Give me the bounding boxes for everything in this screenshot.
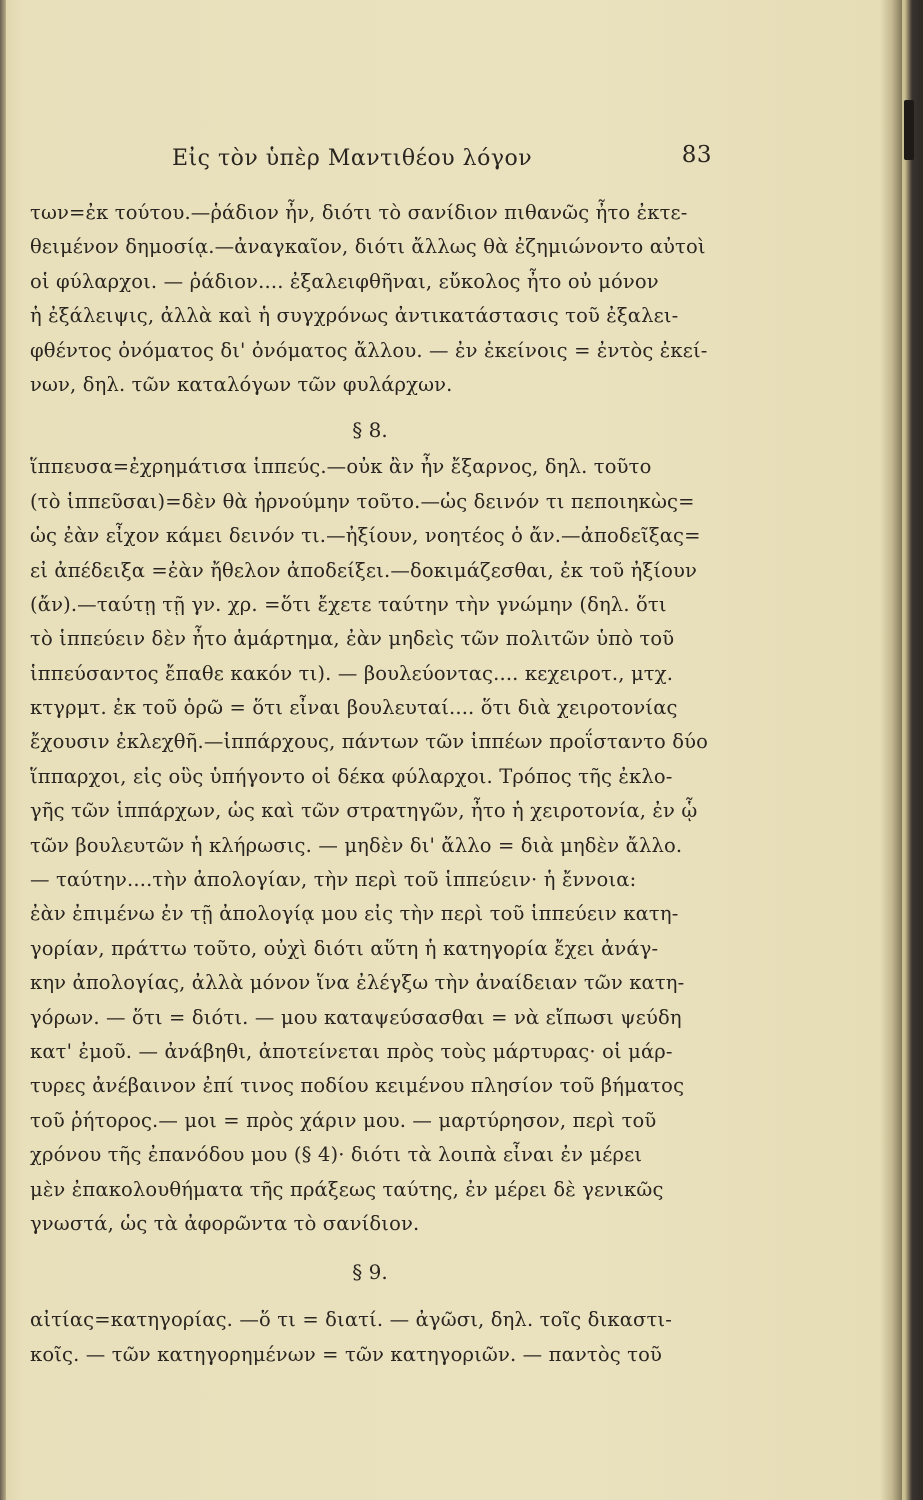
page-header xyxy=(172,142,712,182)
commentary-text xyxy=(30,196,710,1372)
text-line: ἡ ἐξάλειψις, ἀλλὰ καὶ ἡ συγχρόνως ἀντικατάστασις τοῦ ἐξαλει- xyxy=(30,304,679,328)
text-line: αἰτίας=κατηγορίας. —ὅ τι = διατί. — ἀγῶσι, δηλ. τοῖς δικαστι- xyxy=(30,1308,672,1332)
section-heading-8: § 8. xyxy=(352,418,388,443)
text-line: νων, δηλ. τῶν καταλόγων τῶν φυλάρχων. xyxy=(30,372,453,396)
text-line: μὲν ἐπακολουθήματα τῆς πράξεως ταύτης, ἐν μέρει δὲ γενικῶς xyxy=(30,1177,664,1201)
section-heading-9: § 9. xyxy=(352,1260,388,1285)
text-line: κοῖς. — τῶν κατηγορημένων = τῶν κατηγοριῶν. — παντὸς τοῦ xyxy=(30,1342,663,1366)
text-line: φθέντος ὀνόματος δι' ὀνόματος ἄλλου. — ἐν ἐκείνοις = ἐντὸς ἐκεί- xyxy=(30,338,708,362)
text-line: γορίαν, πράττω τοῦτο, οὐχὶ διότι αὕτη ἡ κατηγορία ἔχει ἀνάγ- xyxy=(30,936,659,960)
text-line: ὡς ἐὰν εἶχον κάμει δεινόν τι.—ἠξίουν, νοητέος ὁ ἄν.—ἀποδεῖξας= xyxy=(30,524,701,548)
page-number: 83 xyxy=(681,142,712,168)
text-line: — ταύτην....τὴν ἀπολογίαν, τὴν περὶ τοῦ ἱππεύειν· ἡ ἔννοια: xyxy=(30,868,637,892)
text-line: κατ' ἐμοῦ. — ἀνάβηθι, ἀποτείνεται πρὸς τοὺς μάρτυρας· οἱ μάρ- xyxy=(30,1039,673,1063)
text-line: γῆς τῶν ἱππάρχων, ὡς καὶ τῶν στρατηγῶν, ἦτο ἡ χειροτονία, ἐν ᾧ xyxy=(30,799,698,823)
text-line: θειμένον δημοσίᾳ.—ἀναγκαῖον, διότι ἄλλως θὰ ἐζημιώνοντο αὐτοὶ xyxy=(30,235,706,259)
section-9-body xyxy=(30,1303,710,1372)
text-line: γόρων. — ὅτι = διότι. — μου καταψεύσασθαι = νὰ εἴπωσι ψεύδη xyxy=(30,1005,682,1029)
section-8-body xyxy=(30,450,710,1241)
page-gutter-shadow xyxy=(880,0,902,1500)
page-left-edge xyxy=(0,0,6,1500)
running-title: Εἰς τὸν ὑπὲρ Μαντιθέου λόγον xyxy=(172,146,533,171)
paragraph-continuation xyxy=(30,196,710,402)
text-line: τὸ ἱππεύειν δὲν ἦτο ἁμάρτημα, ἐὰν μηδεὶς τῶν πολιτῶν ὑπὸ τοῦ xyxy=(30,627,675,651)
binding-mark xyxy=(904,100,914,160)
text-line: χρόνου τῆς ἐπανόδου μου (§ 4)· διότι τὰ λοιπὰ εἶναι ἐν μέρει xyxy=(30,1143,643,1167)
text-line: ἵππευσα=ἐχρημάτισα ἱππεύς.—οὐκ ἂν ἦν ἔξαρνος, δηλ. τοῦτο xyxy=(30,455,652,479)
text-line: κην ἀπολογίας, ἀλλὰ μόνον ἵνα ἐλέγξω τὴν ἀναίδειαν τῶν κατη- xyxy=(30,971,685,995)
text-line: (τὸ ἱππεῦσαι)=δὲν θὰ ἠρνούμην τοῦτο.—ὡς δεινόν τι πεποιηκὼς= xyxy=(30,489,695,513)
text-line: εἰ ἀπέδειξα =ἐὰν ἤθελον ἀποδείξει.—δοκιμάζεσθαι, ἐκ τοῦ ἠξίουν xyxy=(30,558,698,582)
text-line: τῶν βουλευτῶν ἡ κλήρωσις. — μηδὲν δι' ἄλλο = διὰ μηδὲν ἄλλο. xyxy=(30,833,683,857)
text-line: οἱ φύλαρχοι. — ῥάδιον.... ἐξαλειφθῆναι, εὔκολος ἦτο οὐ μόνον xyxy=(30,269,659,293)
text-line: τοῦ ῥήτορος.— μοι = πρὸς χάριν μου. — μαρτύρησον, περὶ τοῦ xyxy=(30,1108,657,1132)
text-line: (ἄν).—ταύτῃ τῇ γν. χρ. =ὅτι ἔχετε ταύτην τὴν γνώμην (δηλ. ὅτι xyxy=(30,592,667,616)
text-line: τυρες ἀνέβαινον ἐπί τινος ποδίου κειμένου πλησίον τοῦ βήματος xyxy=(30,1074,685,1098)
text-line: κτγρμτ. ἐκ τοῦ ὁρῶ = ὅτι εἶναι βουλευταί.... ὅτι διὰ χειροτονίας xyxy=(30,696,678,720)
text-line: ἱππεύσαντος ἔπαθε κακόν τι). — βουλεύοντας.... κεχειροτ., μτχ. xyxy=(30,661,674,685)
text-line: ἔχουσιν ἐκλεχθῆ.—ἱππάρχους, πάντων τῶν ἱππέων προΐσταντο δύο xyxy=(30,730,709,754)
text-line: των=ἐκ τούτου.—ῥάδιον ἦν, διότι τὸ σανίδιον πιθανῶς ἦτο ἐκτε- xyxy=(30,201,688,224)
text-line: ἐὰν ἐπιμένω ἐν τῇ ἀπολογίᾳ μου εἰς τὴν περὶ τοῦ ἱππεύειν κατη- xyxy=(30,902,679,926)
text-line: ἵππαρχοι, εἰς οὓς ὑπήγοντο οἱ δέκα φύλαρχοι. Τρόπος τῆς ἐκλο- xyxy=(30,764,673,788)
text-line: γνωστά, ὡς τὰ ἀφορῶντα τὸ σανίδιον. xyxy=(30,1211,420,1235)
